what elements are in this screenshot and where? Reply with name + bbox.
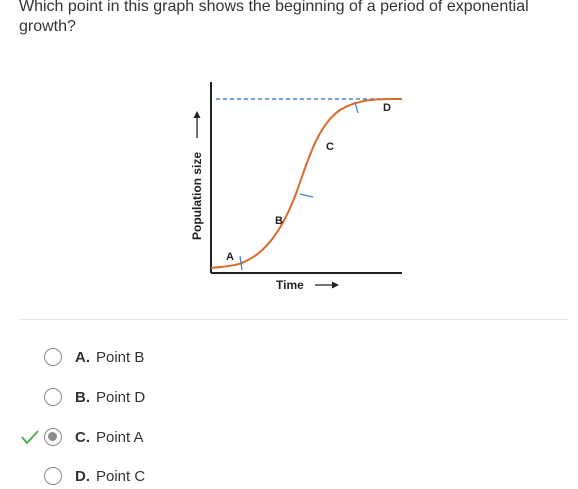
option-d[interactable] <box>0 463 300 489</box>
option-a-text: Point B <box>96 348 145 366</box>
y-axis-arrow-head <box>194 111 201 118</box>
point-a-label: A <box>226 251 234 263</box>
option-a-radio[interactable] <box>44 348 62 366</box>
option-c[interactable] <box>0 424 300 450</box>
point-c-label: C <box>326 141 334 153</box>
point-d-label: D <box>383 102 391 114</box>
option-d-letter: D. <box>75 467 90 485</box>
checkmark-icon <box>20 428 40 446</box>
option-b-text: Point D <box>96 388 146 406</box>
option-c-radio[interactable] <box>44 428 62 446</box>
point-b-label: B <box>275 215 283 227</box>
option-b[interactable] <box>0 384 300 410</box>
option-b-letter: B. <box>75 388 90 406</box>
question-text: Which point in this graph shows the beginning of a period of exponential growth? <box>19 0 529 35</box>
option-d-radio[interactable] <box>44 467 62 485</box>
y-axis-label: Population size <box>190 151 204 240</box>
option-c-letter: C. <box>75 428 90 446</box>
divider <box>19 319 569 320</box>
point-b-tick <box>300 194 313 197</box>
option-c-text: Point A <box>96 428 144 446</box>
x-axis-label: Time <box>276 278 304 292</box>
option-a[interactable] <box>0 344 300 370</box>
growth-curve <box>211 99 402 268</box>
logistic-growth-graph <box>180 70 420 300</box>
option-a-letter: A. <box>75 348 90 366</box>
option-b-radio[interactable] <box>44 388 62 406</box>
x-axis-arrow-head <box>332 282 339 289</box>
option-d-text: Point C <box>96 467 146 485</box>
